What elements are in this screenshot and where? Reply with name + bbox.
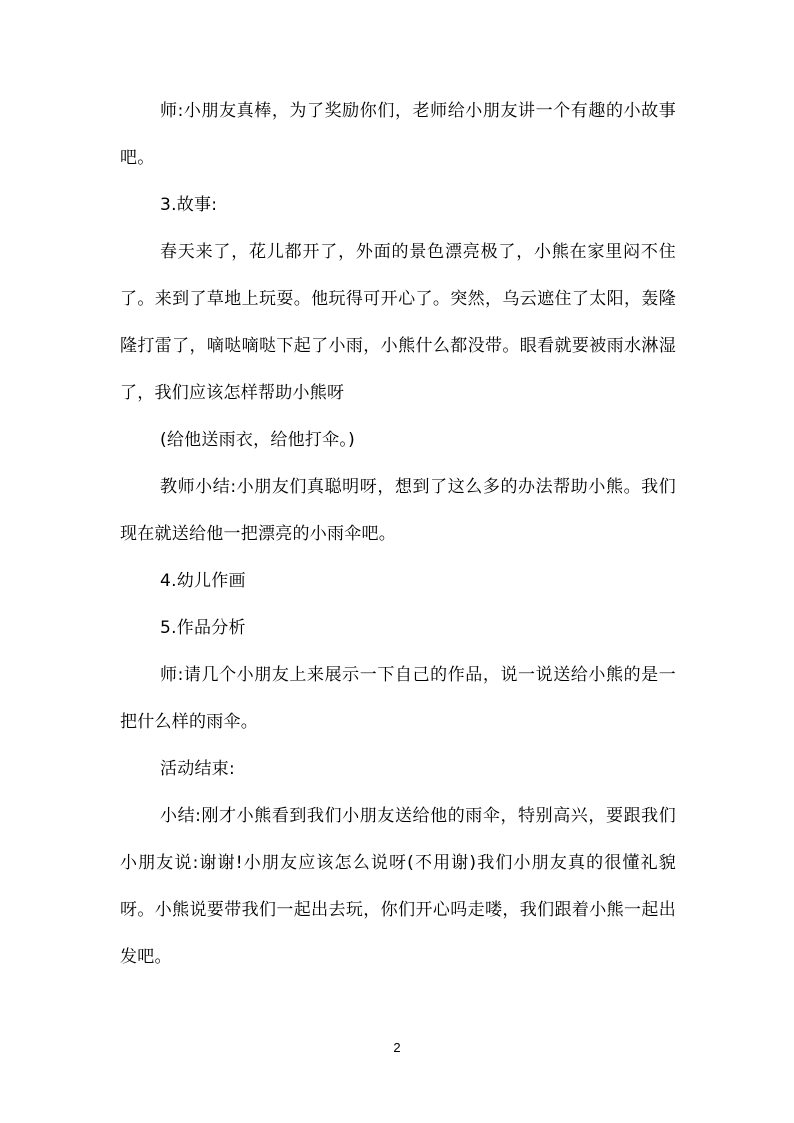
paragraph-final-summary: 小结:刚才小熊看到我们小朋友送给他的雨伞，特别高兴，要跟我们小朋友说:谢谢!小朋友应该怎么说呀(不用谢)我们小朋友真的很懂礼貌呀。小熊说要带我们一起出去玩，你们开心吗走喽，我们跟着小熊一起出发吧。 — [120, 806, 676, 967]
heading-work-analysis: 5.作品分析 — [160, 618, 246, 638]
heading-activity-end: 活动结束: — [160, 759, 235, 779]
heading-story: 3.故事: — [160, 195, 218, 215]
paragraph-teacher-praise: 师:小朋友真棒，为了奖励你们，老师给小朋友讲一个有趣的小故事吧。 — [120, 101, 676, 168]
paragraph-answer: (给他送雨衣，给他打伞。) — [160, 430, 356, 450]
page-number: 2 — [393, 1040, 401, 1055]
paragraph-show-work: 师:请几个小朋友上来展示一下自己的作品，说一说送给小熊的是一把什么样的雨伞。 — [120, 665, 676, 732]
heading-drawing: 4.幼儿作画 — [160, 571, 246, 591]
paragraph-teacher-summary: 教师小结:小朋友们真聪明呀，想到了这么多的办法帮助小熊。我们现在就送给他一把漂亮的小雨伞吧。 — [120, 477, 676, 544]
document-body — [120, 88, 676, 981]
paragraph-story: 春天来了，花儿都开了，外面的景色漂亮极了，小熊在家里闷不住了。来到了草地上玩耍。他玩得可开心了。突然，乌云遮住了太阳，轰隆隆打雷了，嘀哒嘀哒下起了小雨，小熊什么都没带。眼看就要被雨水淋湿了，我们应该怎样帮助小熊呀 — [120, 242, 676, 403]
